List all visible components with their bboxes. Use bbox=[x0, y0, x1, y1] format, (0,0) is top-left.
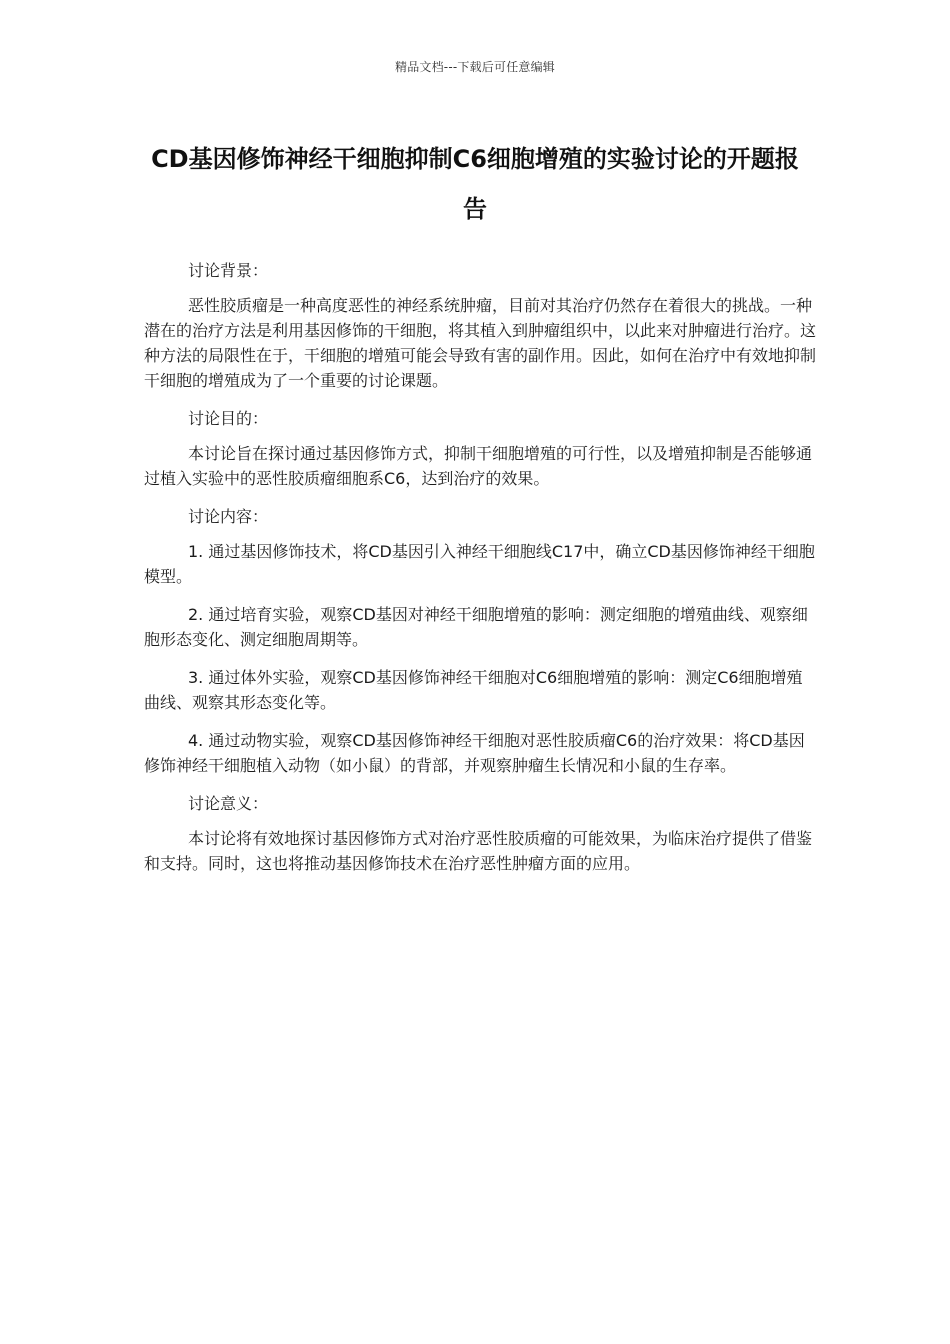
content-item-1: 1. 通过基因修饰技术，将CD基因引入神经干细胞线C17中，确立CD基因修饰神经干细胞模型。 bbox=[144, 542, 815, 586]
paragraph-background: 恶性胶质瘤是一种高度恶性的神经系统肿瘤，目前对其治疗仍然存在着很大的挑战。一种潜在的治疗方法是利用基因修饰的干细胞，将其植入到肿瘤组织中，以此来对肿瘤进行治疗。这种方法的局限性在于，干细胞的增殖可能会导致有害的副作用。因此，如何在治疗中有效地抑制干细胞的增殖成为了一个重要的讨论课题。 bbox=[144, 296, 817, 390]
document-title: CD基因修饰神经干细胞抑制C6细胞增殖的实验讨论的开题报告 bbox=[151, 145, 799, 223]
header-note: 精品文档---下载后可任意编辑 bbox=[395, 60, 555, 74]
section-heading-purpose: 讨论目的： bbox=[188, 409, 269, 428]
paragraph-purpose: 本讨论旨在探讨通过基因修饰方式，抑制干细胞增殖的可行性，以及增殖抑制是否能够通过植入实验中的恶性胶质瘤细胞系C6，达到治疗的效果。 bbox=[144, 444, 813, 488]
content-item-3: 3. 通过体外实验，观察CD基因修饰神经干细胞对C6细胞增殖的影响：测定C6细胞增殖曲线、观察其形态变化等。 bbox=[144, 668, 803, 712]
content-item-4: 4. 通过动物实验，观察CD基因修饰神经干细胞对恶性胶质瘤C6的治疗效果：将CD基因修饰神经干细胞植入动物（如小鼠）的背部，并观察肿瘤生长情况和小鼠的生存率。 bbox=[144, 731, 805, 775]
document-body bbox=[144, 258, 816, 889]
paragraph-significance: 本讨论将有效地探讨基因修饰方式对治疗恶性胶质瘤的可能效果，为临床治疗提供了借鉴和支持。同时，这也将推动基因修饰技术在治疗恶性肿瘤方面的应用。 bbox=[144, 829, 813, 873]
section-heading-content: 讨论内容： bbox=[188, 507, 269, 526]
content-item-2: 2. 通过培育实验，观察CD基因对神经干细胞增殖的影响：测定细胞的增殖曲线、观察细胞形态变化、测定细胞周期等。 bbox=[144, 605, 808, 649]
section-heading-significance: 讨论意义： bbox=[188, 794, 269, 813]
section-heading-background: 讨论背景： bbox=[188, 261, 269, 280]
